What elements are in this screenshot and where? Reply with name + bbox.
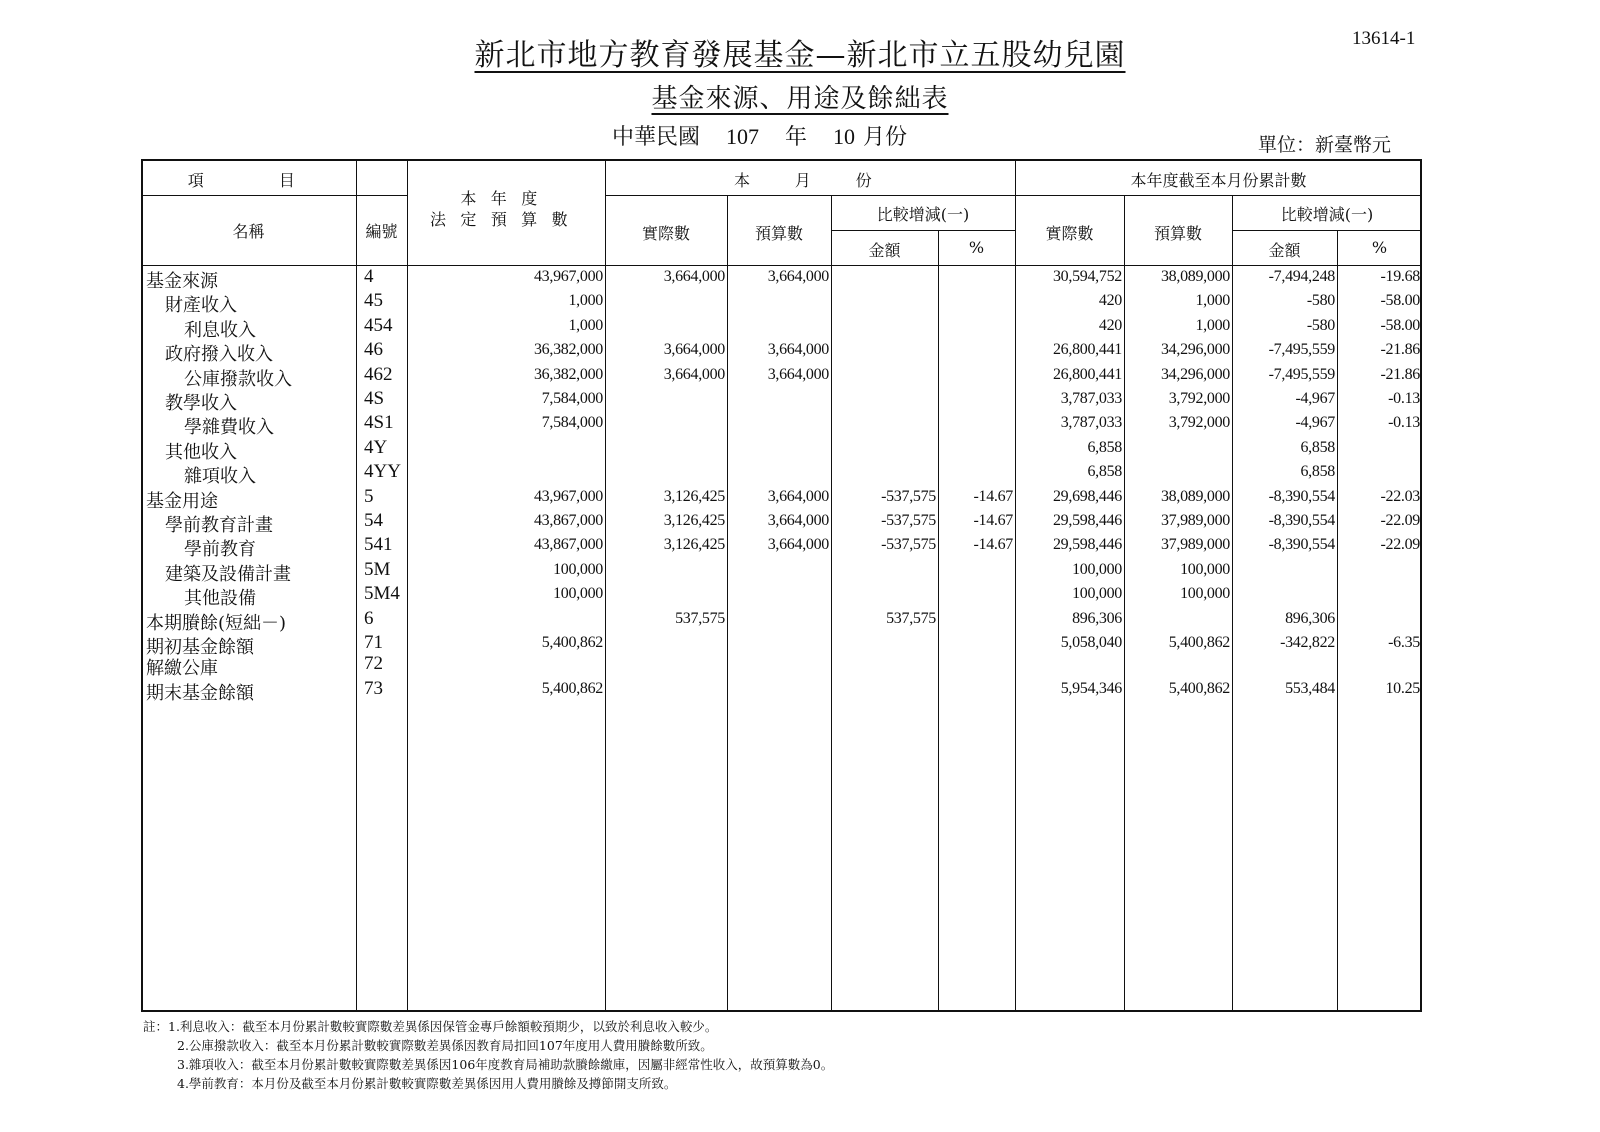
cell-ytd-diff: -4,967 (1295, 390, 1335, 407)
cell-ytd-budget: 5,400,862 (1168, 680, 1230, 697)
cell-ytd-budget: 5,400,862 (1168, 634, 1230, 651)
row-code: 45 (364, 290, 383, 311)
cell-legal-budget: 36,382,000 (533, 341, 603, 358)
cell-ytd-budget: 38,089,000 (1160, 268, 1230, 285)
header-ytd-compare: 比較增減(一) (1280, 205, 1374, 224)
cell-ytd-budget: 34,296,000 (1160, 341, 1230, 358)
row-code: 4Y (364, 437, 388, 458)
cell-ytd-budget: 34,296,000 (1160, 366, 1230, 383)
cell-ytd-diff: -4,967 (1295, 414, 1335, 431)
footnote-1: 註：1.利息收入：截至本月份累計數較實際數差異係因保管金專戶餘額較預期少，以致於利息收入較少。 (143, 1019, 718, 1034)
row-code: 462 (364, 364, 393, 385)
cell-ytd-budget: 37,989,000 (1160, 512, 1230, 529)
row-name: 利息收入 (184, 320, 256, 341)
cell-ytd-actual: 5,058,040 (1060, 634, 1122, 651)
report-period (612, 120, 907, 151)
cell-ytd-actual: 30,594,752 (1052, 268, 1122, 285)
period-year: 107 (726, 124, 760, 149)
cell-ytd-diff: -8,390,554 (1268, 536, 1335, 553)
cell-legal-budget: 5,400,862 (541, 680, 603, 697)
cell-ytd-diff: -580 (1306, 292, 1335, 309)
cell-ytd-diff: -342,822 (1280, 634, 1335, 651)
cell-ytd-budget: 38,089,000 (1160, 488, 1230, 505)
period-month-unit: 月份 (863, 125, 908, 150)
cell-ytd-pct: -22.03 (1380, 488, 1420, 505)
header-month-compare: 比較增減(一) (876, 205, 970, 224)
row-name: 基金來源 (146, 271, 218, 292)
row-name: 建築及設備計畫 (165, 564, 291, 585)
cell-ytd-actual: 29,598,446 (1052, 512, 1122, 529)
cell-ytd-pct: -6.35 (1388, 634, 1420, 651)
header-name: 名稱 (232, 222, 265, 241)
cell-legal-budget: 1,000 (568, 292, 603, 309)
row-code: 4S1 (364, 412, 394, 433)
cell-month-actual: 3,126,425 (663, 512, 725, 529)
row-name: 解繳公庫 (146, 658, 218, 679)
header-month-percent: % (968, 238, 985, 257)
currency-unit: 單位：新臺幣元 (1258, 134, 1392, 156)
cell-ytd-diff: -580 (1306, 317, 1335, 334)
document-title (0, 30, 1600, 74)
cell-ytd-budget: 100,000 (1180, 561, 1230, 578)
document-subtitle (0, 78, 1600, 115)
row-name: 基金用途 (146, 491, 218, 512)
cell-legal-budget: 7,584,000 (541, 390, 603, 407)
cell-ytd-diff: 553,484 (1285, 680, 1335, 697)
cell-legal-budget: 43,867,000 (533, 512, 603, 529)
cell-ytd-actual: 6,858 (1087, 463, 1122, 480)
cell-ytd-actual: 100,000 (1072, 585, 1122, 602)
footnote-4: 4.學前教育：本月份及截至本月份累計數較實際數差異係因用人費用賸餘及撙節開支所致。 (177, 1076, 677, 1091)
cell-legal-budget: 43,967,000 (533, 488, 603, 505)
row-name: 期末基金餘額 (146, 683, 254, 704)
row-code: 72 (364, 653, 383, 674)
footnote-2: 2.公庫撥款收入：截至本月份累計數較實際數差異係因教育局扣回107年度用人費用賸餘數所致。 (177, 1038, 713, 1053)
row-code: 4 (364, 266, 374, 287)
cell-month-pct: -14.67 (973, 512, 1013, 529)
cell-ytd-diff: 6,858 (1300, 439, 1335, 456)
header-ytd: 本年度截至本月份累計數 (1130, 171, 1307, 190)
row-name: 學前教育計畫 (165, 515, 273, 536)
cell-ytd-diff: 896,306 (1285, 610, 1335, 627)
header-ytd-percent: % (1371, 238, 1388, 257)
cell-month-actual: 3,126,425 (663, 488, 725, 505)
cell-ytd-actual: 26,800,441 (1052, 366, 1122, 383)
cell-ytd-actual: 3,787,033 (1060, 414, 1122, 431)
row-name: 學前教育 (184, 539, 256, 560)
cell-month-budget: 3,664,000 (767, 341, 829, 358)
cell-ytd-pct: 10.25 (1385, 680, 1420, 697)
header-ytd-actual: 實際數 (1045, 224, 1094, 243)
row-code: 5M (364, 559, 391, 580)
cell-legal-budget: 43,967,000 (533, 268, 603, 285)
cell-legal-budget: 36,382,000 (533, 366, 603, 383)
row-name: 雜項收入 (184, 466, 256, 487)
row-code: 71 (364, 632, 383, 653)
footnote-3: 3.雜項收入：截至本月份累計數較實際數差異係因106年度教育局補助款賸餘繳庫，因屬非經常性收入，故預算數為0。 (177, 1057, 834, 1072)
header-item: 項 目 (187, 171, 310, 190)
document-title-text: 新北市地方教育發展基金—新北市立五股幼兒園 (474, 38, 1126, 73)
document-subtitle-text: 基金來源、用途及餘絀表 (651, 84, 949, 114)
row-name: 其他設備 (184, 588, 256, 609)
row-name: 學雜費收入 (184, 417, 274, 438)
cell-ytd-pct: -58.00 (1380, 292, 1420, 309)
row-name: 其他收入 (165, 442, 237, 463)
row-code: 46 (364, 339, 383, 360)
cell-month-diff: 537,575 (886, 610, 936, 627)
cell-ytd-budget: 1,000 (1195, 317, 1230, 334)
header-code: 編號 (365, 222, 398, 241)
cell-month-diff: -537,575 (881, 488, 936, 505)
cell-month-actual: 537,575 (675, 610, 725, 627)
cell-month-budget: 3,664,000 (767, 512, 829, 529)
row-name: 政府撥入收入 (165, 344, 273, 365)
document-id: 13614-1 (1352, 28, 1416, 49)
cell-ytd-diff: 6,858 (1300, 463, 1335, 480)
cell-ytd-pct: -22.09 (1380, 536, 1420, 553)
cell-ytd-actual: 6,858 (1087, 439, 1122, 456)
header-month-amount: 金額 (868, 241, 901, 260)
row-name: 公庫撥款收入 (184, 369, 292, 390)
cell-ytd-actual: 100,000 (1072, 561, 1122, 578)
row-code: 54 (364, 510, 383, 531)
header-month-budget: 預算數 (754, 224, 803, 243)
cell-legal-budget: 7,584,000 (541, 414, 603, 431)
row-code: 541 (364, 534, 393, 555)
header-month-actual: 實際數 (641, 224, 690, 243)
cell-ytd-budget: 37,989,000 (1160, 536, 1230, 553)
cell-month-diff: -537,575 (881, 536, 936, 553)
cell-legal-budget: 100,000 (553, 585, 603, 602)
cell-month-budget: 3,664,000 (767, 488, 829, 505)
row-name: 財產收入 (165, 295, 237, 316)
cell-ytd-pct: -58.00 (1380, 317, 1420, 334)
row-code: 73 (364, 678, 383, 699)
cell-ytd-diff: -8,390,554 (1268, 488, 1335, 505)
cell-legal-budget: 100,000 (553, 561, 603, 578)
cell-month-pct: -14.67 (973, 488, 1013, 505)
cell-month-budget: 3,664,000 (767, 366, 829, 383)
cell-ytd-actual: 5,954,346 (1060, 680, 1122, 697)
cell-ytd-pct: -0.13 (1388, 414, 1420, 431)
cell-month-budget: 3,664,000 (767, 536, 829, 553)
cell-month-diff: -537,575 (881, 512, 936, 529)
cell-ytd-actual: 896,306 (1072, 610, 1122, 627)
header-this-month: 本 月 份 (733, 171, 886, 190)
row-code: 5M4 (364, 583, 400, 604)
period-era: 中華民國 (612, 125, 701, 150)
cell-ytd-budget: 3,792,000 (1168, 390, 1230, 407)
cell-ytd-pct: -21.86 (1380, 366, 1420, 383)
row-name: 期初基金餘額 (146, 637, 254, 658)
cell-month-actual: 3,664,000 (663, 341, 725, 358)
row-code: 4YY (364, 461, 401, 482)
header-ytd-amount: 金額 (1268, 241, 1301, 260)
cell-legal-budget: 1,000 (568, 317, 603, 334)
cell-month-pct: -14.67 (973, 536, 1013, 553)
cell-ytd-budget: 1,000 (1195, 292, 1230, 309)
row-code: 4S (364, 388, 385, 409)
row-code: 6 (364, 608, 374, 629)
cell-month-actual: 3,664,000 (663, 268, 725, 285)
cell-ytd-diff: -7,495,559 (1268, 341, 1335, 358)
cell-month-actual: 3,126,425 (663, 536, 725, 553)
cell-ytd-actual: 26,800,441 (1052, 341, 1122, 358)
cell-ytd-pct: -21.86 (1380, 341, 1420, 358)
header-legal-budget: 法定預算數 (429, 210, 582, 229)
cell-ytd-diff: -8,390,554 (1268, 512, 1335, 529)
row-code: 454 (364, 315, 393, 336)
cell-ytd-budget: 100,000 (1180, 585, 1230, 602)
period-year-unit: 年 (785, 125, 808, 150)
cell-ytd-pct: -19.68 (1380, 268, 1420, 285)
cell-month-budget: 3,664,000 (767, 268, 829, 285)
cell-ytd-actual: 3,787,033 (1060, 390, 1122, 407)
row-code: 5 (364, 486, 374, 507)
cell-ytd-actual: 420 (1098, 292, 1122, 309)
cell-month-actual: 3,664,000 (663, 366, 725, 383)
period-month: 10 (833, 124, 856, 149)
header-budget-year: 本年度 (460, 189, 552, 208)
cell-legal-budget: 5,400,862 (541, 634, 603, 651)
cell-ytd-diff: -7,495,559 (1268, 366, 1335, 383)
cell-ytd-diff: -7,494,248 (1268, 268, 1335, 285)
row-name: 本期賸餘(短絀－) (146, 613, 287, 634)
cell-ytd-budget: 3,792,000 (1168, 414, 1230, 431)
cell-ytd-actual: 29,698,446 (1052, 488, 1122, 505)
cell-ytd-pct: -0.13 (1388, 390, 1420, 407)
header-ytd-budget: 預算數 (1153, 224, 1202, 243)
cell-ytd-pct: -22.09 (1380, 512, 1420, 529)
cell-legal-budget: 43,867,000 (533, 536, 603, 553)
cell-ytd-actual: 29,598,446 (1052, 536, 1122, 553)
cell-ytd-actual: 420 (1098, 317, 1122, 334)
row-name: 教學收入 (165, 393, 237, 414)
